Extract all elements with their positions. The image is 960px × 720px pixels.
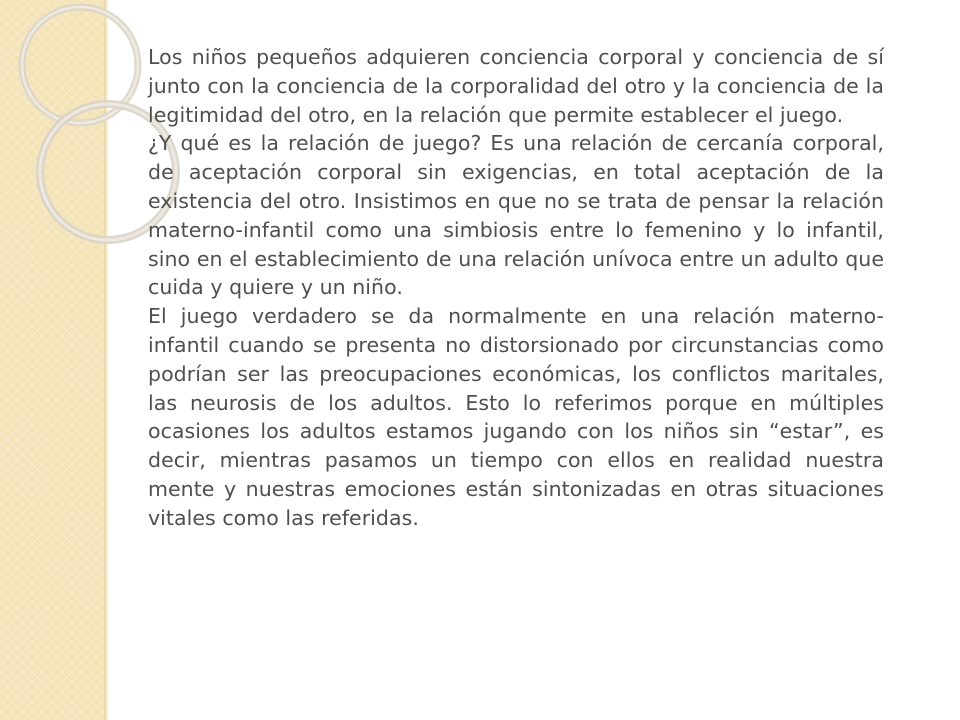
paragraph-2: ¿Y qué es la relación de juego? Es una relación de cercanía corporal, de aceptación corporal sin exigencias, en total aceptación de la existencia del otro. Insistimos en que no se trata de pensar la relación materno-infantil como una simbiosis entre lo femenino y lo infantil, sino en el establecimiento de una relación unívoca entre un adulto que cuida y quiere y un niño. bbox=[148, 131, 884, 300]
paragraph-1: Los niños pequeños adquieren conciencia corporal y conciencia de sí junto con la conciencia de la corporalidad del otro y la conciencia de la legitimidad del otro, en la relación que permite establecer el juego. bbox=[148, 45, 884, 127]
paragraph-3: El juego verdadero se da normalmente en una relación materno-infantil cuando se presenta no distorsionado por circunstancias como podrían ser las preocupaciones económicas, los conflictos maritales, las neurosis de los adultos. Esto lo referimos porque en múltiples ocasiones los adultos estamos jugando con los niños sin “estar”, es decir, mientras pasamos un tiempo con ellos en realidad nuestra mente y nuestras emociones están sintonizadas en otras situaciones vitales como las referidas. bbox=[148, 304, 884, 530]
slide-body-text bbox=[148, 43, 884, 533]
